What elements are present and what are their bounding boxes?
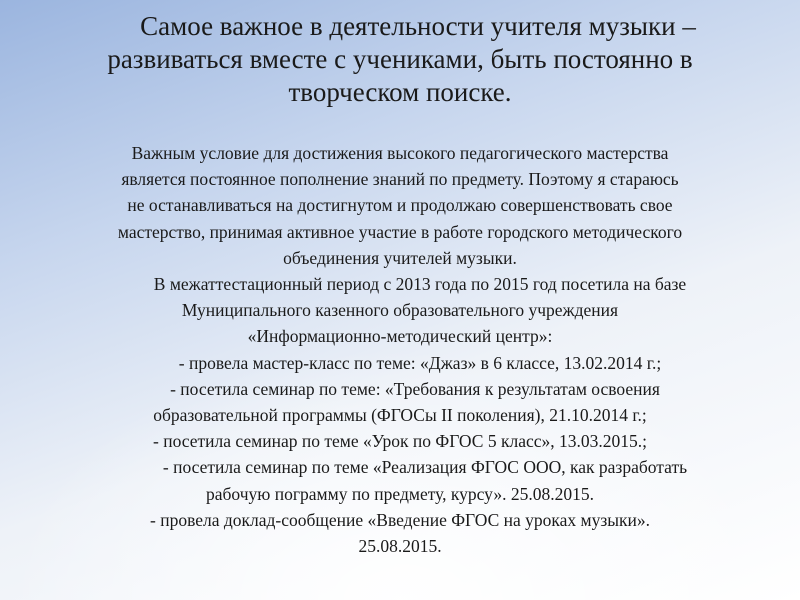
body-line: Муниципального казенного образовательного учреждения	[181, 300, 619, 321]
title-line: развиваться вместе с учениками, быть постоянно в	[107, 44, 693, 74]
body-line: не останавливаться на достигнутом и продолжаю совершенствовать свое	[127, 195, 673, 216]
body-line: «Информационно-методический центр»:	[247, 326, 553, 347]
body-line: - посетила семинар по теме: «Требования к результатам освоения	[170, 378, 660, 399]
body-line: - посетила семинар по теме «Реализация ФГОС ООО, как разработать	[162, 457, 688, 478]
body-line: - провела мастер-класс по теме: «Джаз» в 6 классе, 13.02.2014 г.;	[178, 352, 662, 373]
body-line: Важным условие для достижения высокого педагогического мастерства	[131, 143, 669, 163]
body-line: объединения учителей музыки.	[283, 247, 517, 268]
slide-title	[30, 10, 770, 109]
body-line: 25.08.2015.	[358, 536, 442, 557]
body-line: является постоянное пополнение знаний по предмету. Поэтому я стараюсь	[121, 169, 679, 190]
body-line: - провела доклад-сообщение «Введение ФГОС на уроках музыки».	[150, 509, 650, 530]
title-line: творческом поиске.	[288, 77, 512, 107]
slide-body	[10, 140, 790, 559]
body-line: мастерство, принимая активное участие в работе городского методического	[117, 221, 683, 242]
title-line: Самое важное в деятельности учителя музыки –	[140, 11, 696, 41]
body-line: В межаттестационный период с 2013 года по 2015 год посетила на базе	[153, 274, 687, 295]
body-line: рабочую пограмму по предмету, курсу». 25.08.2015.	[206, 483, 594, 504]
body-line: образовательной программы (ФГОСы II поколения), 21.10.2014 г.;	[153, 405, 647, 426]
body-line: - посетила семинар по теме «Урок по ФГОС 5 класс», 13.03.2015.;	[153, 431, 647, 452]
